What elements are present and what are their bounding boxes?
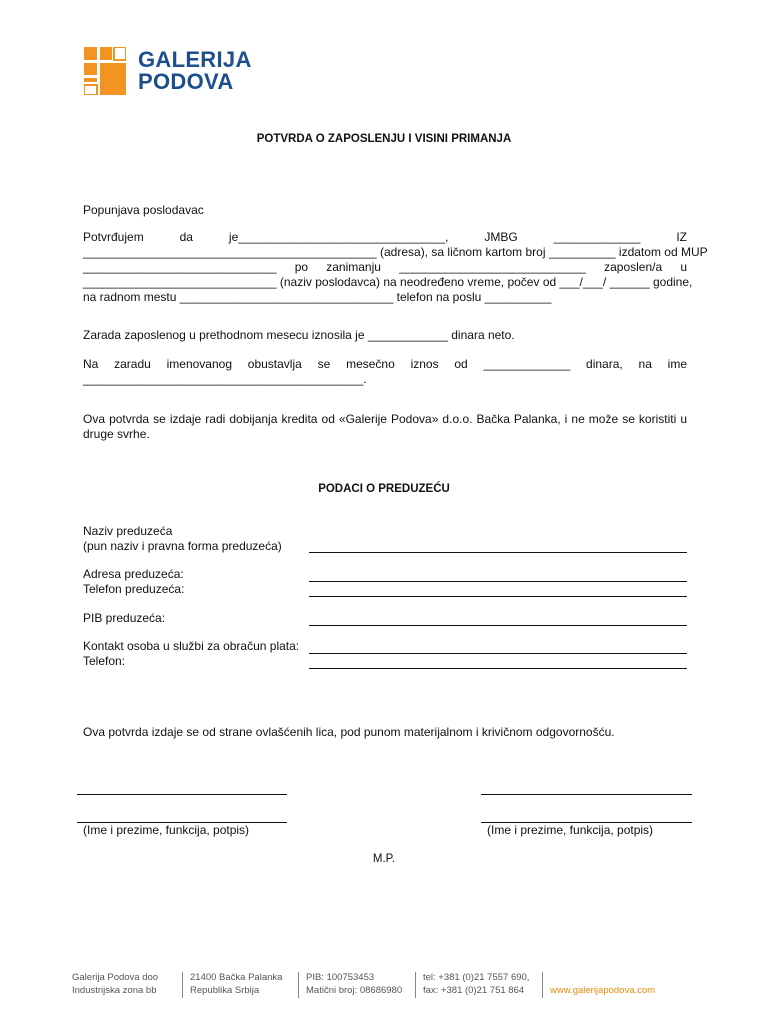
left-signature-label: (Ime i prezime, funkcija, potpis): [83, 823, 250, 837]
right-signature-line-top[interactable]: [481, 794, 692, 795]
logo-line-1: GALERIJA: [138, 47, 252, 72]
company-name-label: Naziv preduzeća: [83, 524, 173, 538]
employment-line-5: na radnom mestu ________________________________ telefon na poslu __________: [83, 290, 552, 304]
contact-person-field-line[interactable]: [309, 653, 687, 654]
company-section-title: PODACI O PREDUZEĆU: [318, 483, 450, 495]
salary-statement: Zarada zaposlenog u prethodnom mesecu iznosila je ____________ dinara neto.: [83, 328, 515, 342]
contact-phone-field-line[interactable]: [309, 668, 687, 669]
logo-mark-icon: [84, 47, 126, 95]
liability-statement: Ova potvrda izdaje se od strane ovlašćenih lica, pod punom materijalnom i krivičnom odgovornošću.: [83, 725, 615, 739]
logo-wordmark: [138, 49, 252, 93]
footer-ids: PIB: 100753453 Matični broj: 08686980: [306, 972, 403, 996]
stamp-mark: M.P.: [372, 853, 396, 865]
company-pib-label: PIB preduzeća:: [83, 611, 166, 625]
deduction-line-2: __________________________________________.: [83, 372, 367, 386]
employment-paragraph: [83, 230, 708, 305]
company-logo: [84, 45, 284, 97]
employment-line-4: _____________________________ (naziv poslodavca) na neodređeno vreme, počev od ___/___/ ______ godine,: [83, 275, 693, 289]
footer-phones: tel: +381 (0)21 7557 690, fax: +381 (0)21 751 864: [423, 972, 530, 996]
logo-line-2: PODOVA: [138, 69, 234, 94]
employment-line-1: Potvrđujem da je_______________________________, JMBG _____________ IZ: [83, 230, 688, 244]
left-signature-line-top[interactable]: [77, 794, 287, 795]
footer-website-link[interactable]: www.galerijapodova.com: [550, 985, 656, 996]
company-phone-field-line[interactable]: [309, 596, 687, 597]
deduction-paragraph: [83, 357, 687, 387]
contact-phone-label: Telefon:: [83, 654, 126, 668]
footer-city: 21400 Bačka Palanka Republika Srbija: [190, 972, 283, 996]
company-address-label: Adresa preduzeća:: [83, 567, 184, 581]
company-address-field-line[interactable]: [309, 581, 687, 582]
footer-company: Galerija Podova doo Industrijska zona bb: [72, 972, 159, 996]
filled-by-note: Popunjava poslodavac: [83, 203, 204, 217]
company-name-field-line[interactable]: [309, 552, 687, 553]
company-phone-label: Telefon preduzeća:: [83, 582, 185, 596]
employment-line-3: _____________________________ po zanimanju ____________________________ zaposlen/a u: [83, 260, 687, 274]
employment-line-2: ____________________________________________ (adresa), sa ličnom kartom broj __________ izdatom od MUP: [83, 245, 708, 259]
contact-person-label: Kontakt osoba u službi za obračun plata:: [83, 639, 300, 653]
company-pib-field-line[interactable]: [309, 625, 687, 626]
purpose-statement: Ova potvrda se izdaje radi dobijanja kredita od «Galerije Podova» d.o.o. Bačka Palanka, i ne može se koristiti u druge svrhe.: [83, 412, 687, 441]
deduction-line-1: Na zaradu imenovanog obustavlja se mesečno iznos od _____________ dinara, na ime: [83, 357, 688, 371]
company-name-hint: (pun naziv i pravna forma preduzeća): [83, 539, 282, 553]
page-footer: [72, 972, 712, 1000]
right-signature-label: (Ime i prezime, funkcija, potpis): [487, 823, 654, 837]
document-title: POTVRDA O ZAPOSLENJU I VISINI PRIMANJA: [256, 133, 512, 145]
